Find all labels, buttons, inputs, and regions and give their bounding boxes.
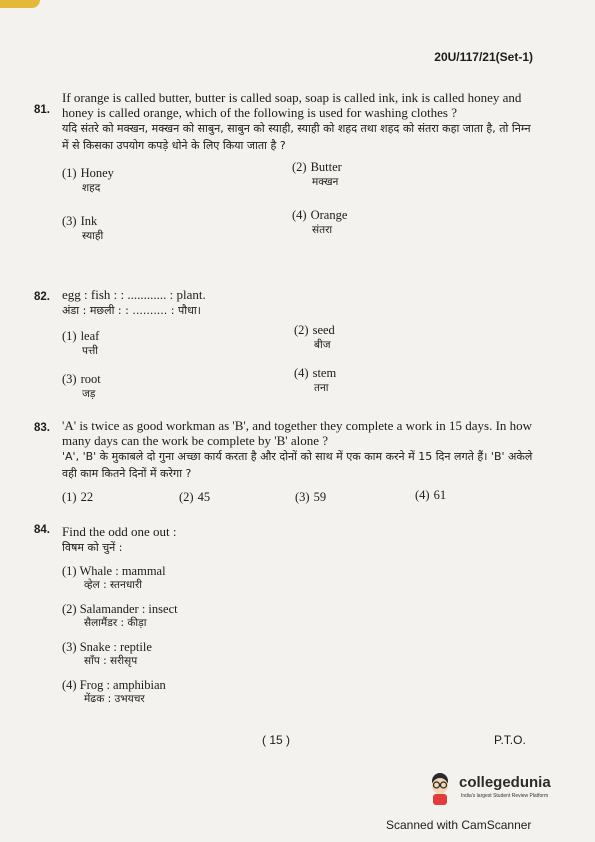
option-1: (1) Honey शहद [62,166,114,194]
option-2: (2) Butter मक्खन [292,160,342,188]
collegedunia-logo [425,772,585,812]
option-4: (4) Orange संतरा [292,208,348,236]
pto-label: P.T.O. [494,733,526,747]
option-1: (1) 22 [62,490,94,504]
question-number: 81. [34,104,50,116]
paper-code: 20U/117/21(Set-1) [434,50,533,64]
scanner-label: Scanned with CamScanner [386,818,532,832]
page-number: ( 15 ) [262,733,291,747]
question-text-hi: विषम को चुनें : [62,541,123,554]
option-4: (4) Frog : amphibian मेंढक : उभयचर [62,678,166,705]
logo-name: collegedunia [459,774,551,791]
question-text-en: 'A' is twice as good workman as 'B', and together they complete a work in 15 days. In how many days can the work be complete by 'B' alone ? [62,418,533,448]
option-1: (1) Whale : mammal व्हेल : स्तनधारी [62,564,166,591]
option-3: (3) Ink स्याही [62,214,104,242]
option-1: (1) leaf पत्ती [62,329,100,357]
question-number: 84. [34,524,50,536]
question-text-hi: यदि संतरे को मक्खन, मक्खन को साबुन, साबुन को स्याही, स्याही को शहद तथा शहद को संतरा कहा जाता है, तो निम्न में से किसका उपयोग कपड़े धोने के लिए किया जाता है ? [62,122,531,152]
option-4: (4) 61 [415,488,447,502]
question-text-en: egg : fish : : ............ : plant. [62,287,206,302]
question-84 [34,524,534,716]
option-3: (3) root जड़ [62,372,101,400]
option-2: (2) Salamander : insect सैलामैंडर : कीड़ा [62,602,178,629]
question-text-hi: 'A', 'B' के मुकाबले दो गुना अच्छा कार्य करता है और दोनों को साथ में एक काम करने में 15 दिन लगते हैं। 'B' अकेले वही काम कितने दिनों में करेगा ? [62,450,533,480]
logo-tagline: India's largest Student Review Platform [461,793,549,799]
question-text-en: Find the odd one out : [62,524,177,539]
option-2: (2) seed बीज [294,323,335,351]
question-number: 82. [34,291,50,303]
question-83 [34,418,534,510]
page-corner-mark [0,0,40,8]
question-82 [34,287,534,409]
question-81 [34,90,534,262]
question-text-en: If orange is called butter, butter is called soap, soap is called ink, ink is called honey and honey is called orange, which of the following is used for washing clothes ? [62,90,522,120]
option-2: (2) 45 [179,490,211,504]
question-text-hi: अंडा : मछली : : .......... : पौधा। [62,304,201,317]
option-3: (3) 59 [295,490,327,504]
question-number: 83. [34,422,50,434]
option-3: (3) Snake : reptile साँप : सरीसृप [62,640,152,667]
option-4: (4) stem तना [294,366,337,394]
mascot-icon [425,772,455,806]
